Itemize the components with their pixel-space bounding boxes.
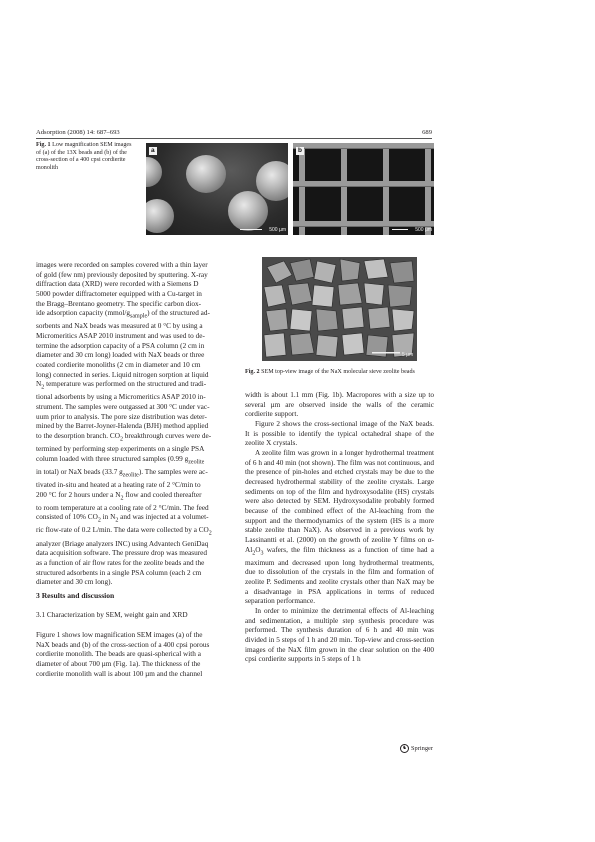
text-line: the Bragg–Brentano geometry. The specific carbon diox- xyxy=(36,299,202,308)
zeolite-bead xyxy=(228,191,268,231)
text-line: Micromeritics ASAP 2010 instrument and was used to de- xyxy=(36,332,205,341)
text-line xyxy=(36,526,225,539)
text-line: coated cordierite monoliths (2 cm in diameter and 10 cm xyxy=(36,361,201,369)
text-line: of gold (few nm) previously deposited by sputtering. X-ray xyxy=(36,270,208,279)
subscript: 2 xyxy=(97,517,101,524)
text-line: NaX beads and (b) of the cross-section of a 400 cpsi porous xyxy=(36,640,210,649)
text-line: diameter and 30 cm long) loaded with NaX beads or three xyxy=(36,351,205,360)
panel-b-scale-bar xyxy=(392,229,408,231)
text-line: tional adsorbents by using a Micromeritics ASAP 2010 in- xyxy=(36,393,206,402)
panel-a-scale-text: 500 µm xyxy=(269,227,286,233)
subscript: zeolite xyxy=(122,472,139,479)
text-run: O xyxy=(255,545,261,554)
text-line: long) connected in series. Liquid nitrogen sorption at liquid xyxy=(36,370,209,379)
springer-horse-icon: ♞ xyxy=(400,744,409,753)
paragraph-zeolite-film xyxy=(245,449,434,607)
text-line: mined by the Barret-Joyner-Halenda (BJH) method applied xyxy=(36,422,209,431)
text-line xyxy=(36,491,225,504)
subscript: zeolite xyxy=(188,459,205,466)
text-line: cordierite monolith wall is about 100 µm and the channel xyxy=(36,669,203,678)
text-line xyxy=(36,309,225,322)
text-line: strument. The samples were outgassed at 300 °C under vac- xyxy=(36,403,210,412)
figure-2-caption-text: SEM top-view image of the NaX molecular sieve zeolite beads xyxy=(261,369,415,375)
zeolite-bead xyxy=(146,199,174,233)
text-run: N xyxy=(36,380,42,389)
text-line xyxy=(36,468,225,481)
subscript: 2 xyxy=(41,384,45,391)
subsection-heading: 3.1 Characterization by SEM, weight gain and XRD xyxy=(36,611,188,619)
subscript: 3 xyxy=(260,549,264,556)
figure-1-panel-a xyxy=(146,143,288,235)
text-line xyxy=(36,455,225,468)
text-run: and was injected at a volumet- xyxy=(118,513,209,522)
text-line: termined by performing step experiments on a single PSA xyxy=(36,445,205,454)
panel-b-label: b xyxy=(298,147,302,154)
text-line: to room temperature at a cooling rate of 2 °C/min. The feed xyxy=(36,503,209,512)
text-run: breakthrough curves were de- xyxy=(122,432,212,441)
panel-a-scale-bar xyxy=(240,229,262,231)
right-column-text xyxy=(245,391,434,665)
text-run: ) of the structured ad- xyxy=(147,309,210,318)
figure-1-panel-b xyxy=(293,143,434,235)
text-line: cordierite monolith. The beads are quasi-spherical with a xyxy=(36,650,201,659)
text-line: images were recorded on samples covered with a thin layer xyxy=(36,261,208,269)
figure-2-caption xyxy=(245,369,441,375)
figure-1-caption xyxy=(36,142,136,173)
text-run: ide adsorption capacity (mmol/g xyxy=(36,309,131,318)
text-line xyxy=(36,432,225,445)
figure-1-caption-text: Low magnification SEM images of (a) of the 13X beads and (b) of the cross-section of a 400 cpsi cordierite monolith xyxy=(36,142,132,172)
text-run: ric flow-rate of 0.2 L/min. The data were collected by a CO xyxy=(36,526,209,535)
subscript: sample xyxy=(130,313,148,320)
zeolite-bead xyxy=(186,155,226,193)
text-line: diffraction data (XRD) were recorded with a Siemens D xyxy=(36,280,199,289)
cordierite-grid-image xyxy=(293,143,434,235)
text-line xyxy=(36,513,225,526)
text-line: 5000 powder diffractometer equipped with a Cu-target in xyxy=(36,289,202,298)
zeolite-bead xyxy=(146,157,162,187)
paragraph-macropores: width is about 1.1 mm (Fig. 1b). Macropores with a size up to several µm are observed inside the walls of the ceramic cordierite support. xyxy=(245,391,434,419)
subscript: 2 xyxy=(252,549,256,556)
figure-2-scale-text: 5 µm xyxy=(402,352,414,358)
text-run: in total) or NaX beads (33.7 g xyxy=(36,467,123,476)
text-line: data acquisition software. The pressure drop was measured xyxy=(36,549,207,558)
text-run: ). The samples were ac- xyxy=(138,467,208,476)
text-line: structured adsorbents in a single PSA column (each 2 cm xyxy=(36,568,202,577)
text-run: column loaded with three structured samples (0.99 g xyxy=(36,454,189,463)
running-header-left: Adsorption (2008) 14: 687–693 xyxy=(36,129,120,136)
subscript: 2 xyxy=(119,436,123,443)
text-run: consisted of 10% CO xyxy=(36,513,98,522)
text-line: tivated in-situ and heated at a heating rate of 2 °C/min to xyxy=(36,480,201,489)
results-paragraph xyxy=(36,631,225,679)
text-line: diameter and 30 cm long). xyxy=(36,578,113,587)
text-line: uum prior to analysis. The pore size distribution was deter- xyxy=(36,412,207,421)
text-line: as a function of air flow rates for the zeolite beads and the xyxy=(36,558,205,567)
text-line: Figure 1 shows low magnification SEM images (a) of the xyxy=(36,631,203,639)
panel-b-scale-text: 500 µm xyxy=(415,227,432,233)
header-rule xyxy=(36,138,432,139)
page-number: 689 xyxy=(422,129,432,136)
section-heading: 3 Results and discussion xyxy=(36,591,115,600)
text-line: termine the adsorption capacity of a PSA column (2 cm in xyxy=(36,341,205,350)
text-run: temperature was performed on the structured and tradi- xyxy=(44,380,207,389)
paragraph-multistep: In order to minimize the detrimental effects of Al-leaching and sedimentation, a multiple step synthesis procedure was performed. The synthesis duration of 6 h and 40 min was divided in 5 steps of 1 h and 20 min. Top-view and cross-section images of the NaX film grown in the clear solution on the 400 cpsi cordierite supports in 5 steps of 1 h xyxy=(245,606,434,664)
paragraph-figure-2: Figure 2 shows the cross-sectional image of the NaX beads. It is possible to identify the typical octahedral shape of the zeolite X crystals. xyxy=(245,419,434,448)
text-run: 200 °C for 2 hours under a N xyxy=(36,490,121,499)
text-line xyxy=(36,380,225,393)
panel-a-label: a xyxy=(151,147,155,154)
text-run: wafers, the film thickness as a function of time had a maximum and decreased upon long hydrothermal treatments, due to dissolution of the crystals in the film and formation of zeolite P. Sediments and zeolite crystals other than NaX may be a disadvantage in PSA applications in terms of reduced separation performance. xyxy=(245,545,434,606)
methods-paragraph xyxy=(36,261,225,588)
text-run: A zeolite film was grown in a longer hydrothermal treatment of 6 h and 40 min (not shown). The film was not continuous, and the presence of pin-holes and etched crystals may be due to the decreased hydrothermal stability of the zeolite crystals. Large sediments on top of the film and hydroxysodalite (HS) crystals were also detected by SEM. Hydroxysodalite probably formed because of the combined effect of the Al-leaching from the support and the thermodynamics of the system (HS is a more stable zeolite than NaX). As observed in a previous work by Lassinantti et al. (2000) on the growth of zeolite Y films on α-Al xyxy=(245,448,434,554)
text-line: sorbents and NaX beads was measured at 0 °C by using a xyxy=(36,322,203,331)
text-line: analyzer (Briage analyzers INC) using Advantech GeniDaq xyxy=(36,539,209,548)
subscript: 2 xyxy=(120,495,124,502)
figure-1-caption-label: Fig. 1 xyxy=(36,142,51,148)
subscript: 2 xyxy=(115,517,119,524)
figure-2-image xyxy=(262,257,417,361)
figure-2-caption-label: Fig. 2 xyxy=(245,369,260,375)
text-run: to the desorption branch. CO xyxy=(36,432,120,441)
text-run: flow and cooled thereafter xyxy=(123,490,202,499)
publisher-logo xyxy=(400,744,433,753)
publisher-name: Springer xyxy=(411,744,434,752)
zeolite-crystals-image xyxy=(262,257,417,361)
subscript: 2 xyxy=(208,530,212,537)
text-line: diameter of about 700 µm (Fig. 1a). The thickness of the xyxy=(36,659,201,668)
text-run: in N xyxy=(100,513,116,522)
